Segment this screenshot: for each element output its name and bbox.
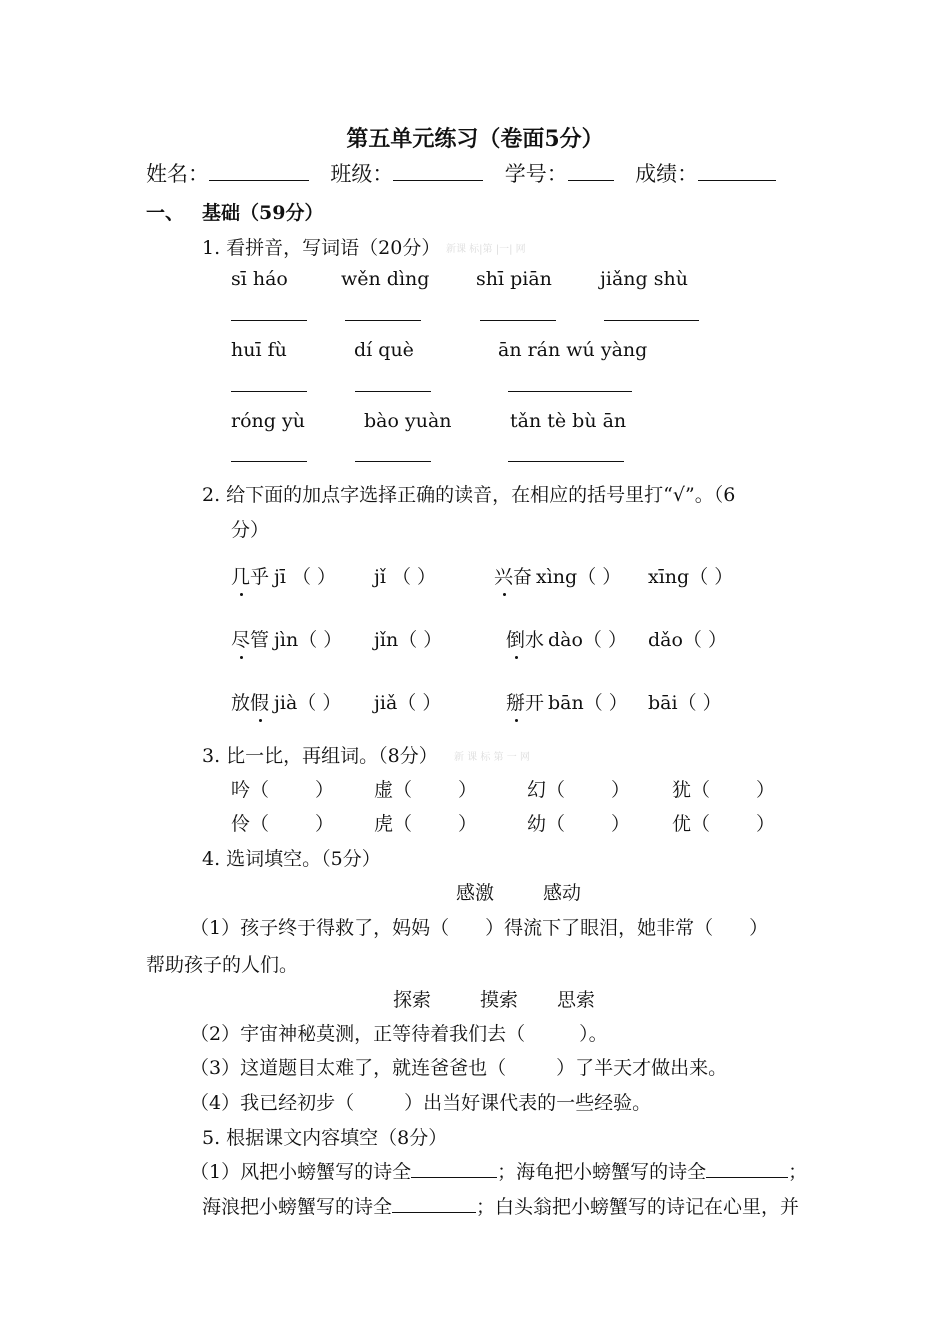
- dotted-char: 几: [231, 566, 251, 588]
- option[interactable]: jī （ ）: [274, 566, 337, 588]
- q2-item-baikai: 掰开: [506, 692, 545, 714]
- word-choice: 摸索: [480, 989, 519, 1011]
- fill-blank[interactable]: [411, 1176, 497, 1178]
- pinyin-si-hao: sī háo: [231, 268, 288, 290]
- dotted-char: 掰: [506, 692, 526, 714]
- option[interactable]: dǎo（ ）: [648, 629, 727, 651]
- answer-line[interactable]: [604, 320, 699, 321]
- option[interactable]: bāi（ ）: [648, 692, 722, 714]
- student-info-row: [146, 158, 776, 188]
- compare-word[interactable]: 优（ ）: [672, 813, 776, 835]
- compare-word[interactable]: 虚（ ）: [374, 779, 478, 801]
- q5-item-1: （1）风把小螃蟹写的诗全 ；海龟把小螃蟹写的诗全 ；: [190, 1161, 808, 1183]
- score-field[interactable]: [698, 179, 776, 181]
- pinyin-an-ran-wu-yang: ān rán wú yàng: [498, 339, 648, 361]
- q5-item-1-continued: 海浪把小螃蟹写的诗全 ；白头翁把小螃蟹写的诗记在心里，并: [202, 1196, 800, 1218]
- pinyin-wen-ding: wěn dìng: [341, 268, 430, 290]
- answer-line[interactable]: [480, 320, 556, 321]
- pinyin-di-que: dí què: [354, 339, 414, 361]
- name-label: 姓名：: [146, 162, 209, 186]
- page-title: 第五单元练习（卷面5分）: [346, 126, 604, 152]
- pinyin-bao-yuan: bào yuàn: [364, 410, 452, 432]
- compare-word[interactable]: 吟（ ）: [231, 779, 335, 801]
- dotted-char: 兴: [494, 566, 514, 588]
- class-label: 班级：: [330, 162, 394, 186]
- q2-item-daoshui: 倒水: [506, 629, 545, 651]
- q2-item-fangjia: 放假: [231, 692, 270, 714]
- q4-item-3: （3）这道题目太难了，就连爸爸也（ ）了半天才做出来。: [190, 1057, 728, 1079]
- fill-blank[interactable]: [706, 1176, 788, 1178]
- q1-prompt: 1. 看拼音，写词语（20分）: [202, 237, 441, 259]
- word-choice: 探索: [393, 989, 432, 1011]
- q2-prompt-continued: 分）: [231, 519, 270, 541]
- q4-prompt: 4. 选词填空。（5分）: [202, 848, 381, 870]
- word-choice: 感动: [543, 882, 582, 904]
- name-field[interactable]: [209, 179, 309, 181]
- word-choice: 思索: [557, 989, 596, 1011]
- pinyin-tan-te-bu-an: tǎn tè bù ān: [510, 410, 627, 432]
- answer-line[interactable]: [508, 391, 632, 392]
- answer-line[interactable]: [345, 320, 421, 321]
- option[interactable]: jǐn（ ）: [374, 629, 443, 651]
- answer-line[interactable]: [231, 391, 307, 392]
- pinyin-shi-pian: shī piān: [476, 268, 552, 290]
- class-field[interactable]: [393, 179, 483, 181]
- q3-prompt: 3. 比一比，再组词。（8分）: [202, 745, 438, 767]
- compare-word[interactable]: 幻（ ）: [527, 779, 631, 801]
- q5-prompt: 5. 根据课文内容填空（8分）: [202, 1127, 448, 1149]
- answer-line[interactable]: [355, 391, 431, 392]
- q3-watermark: 新 课 标 第 一 网: [454, 752, 530, 763]
- option[interactable]: jiǎ（ ）: [374, 692, 442, 714]
- id-label: 学号：: [504, 162, 568, 186]
- option[interactable]: bān（ ）: [548, 692, 628, 714]
- answer-line[interactable]: [355, 461, 431, 462]
- id-field[interactable]: [568, 179, 614, 181]
- q2-item-jihu: 几乎: [231, 566, 270, 588]
- pinyin-jiang-shu: jiǎng shù: [600, 268, 688, 290]
- option[interactable]: xìng（ ）: [536, 566, 622, 588]
- section-number: 一、: [146, 202, 185, 224]
- section-title: 基础（59分）: [202, 202, 324, 224]
- option[interactable]: xīng（ ）: [648, 566, 734, 588]
- compare-word[interactable]: 幼（ ）: [527, 813, 631, 835]
- option[interactable]: jià（ ）: [274, 692, 342, 714]
- q4-item-1: （1）孩子终于得救了，妈妈（ ）得流下了眼泪，她非常（ ）: [190, 917, 769, 939]
- dotted-char: 假: [250, 692, 270, 714]
- answer-line[interactable]: [508, 461, 624, 462]
- pinyin-hui-fu: huī fù: [231, 339, 287, 361]
- pinyin-rong-yu: róng yù: [231, 410, 305, 432]
- compare-word[interactable]: 伶（ ）: [231, 813, 335, 835]
- option[interactable]: jǐ （ ）: [374, 566, 437, 588]
- q2-item-xingfen: 兴奋: [494, 566, 533, 588]
- q4-item-2: （2）宇宙神秘莫测，正等待着我们去（ ）。: [190, 1023, 608, 1045]
- answer-line[interactable]: [231, 461, 307, 462]
- q4-item-1-continued: 帮助孩子的人们。: [146, 954, 299, 976]
- word-choice: 感激: [456, 882, 495, 904]
- q2-prompt: 2. 给下面的加点字选择正确的读音，在相应的括号里打“√”。（6: [202, 484, 736, 506]
- answer-line[interactable]: [231, 320, 307, 321]
- dotted-char: 倒: [506, 629, 526, 651]
- option[interactable]: dào（ ）: [548, 629, 627, 651]
- q2-item-jinguan: 尽管: [231, 629, 270, 651]
- compare-word[interactable]: 虎（ ）: [374, 813, 478, 835]
- q1-watermark: 新课 标|第 |一| 网: [446, 244, 526, 255]
- q4-item-4: （4）我已经初步（ ）出当好课代表的一些经验。: [190, 1092, 652, 1114]
- dotted-char: 尽: [231, 629, 251, 651]
- compare-word[interactable]: 犹（ ）: [672, 779, 776, 801]
- option[interactable]: jìn（ ）: [274, 629, 343, 651]
- fill-blank[interactable]: [392, 1211, 476, 1213]
- score-label: 成绩：: [635, 162, 699, 186]
